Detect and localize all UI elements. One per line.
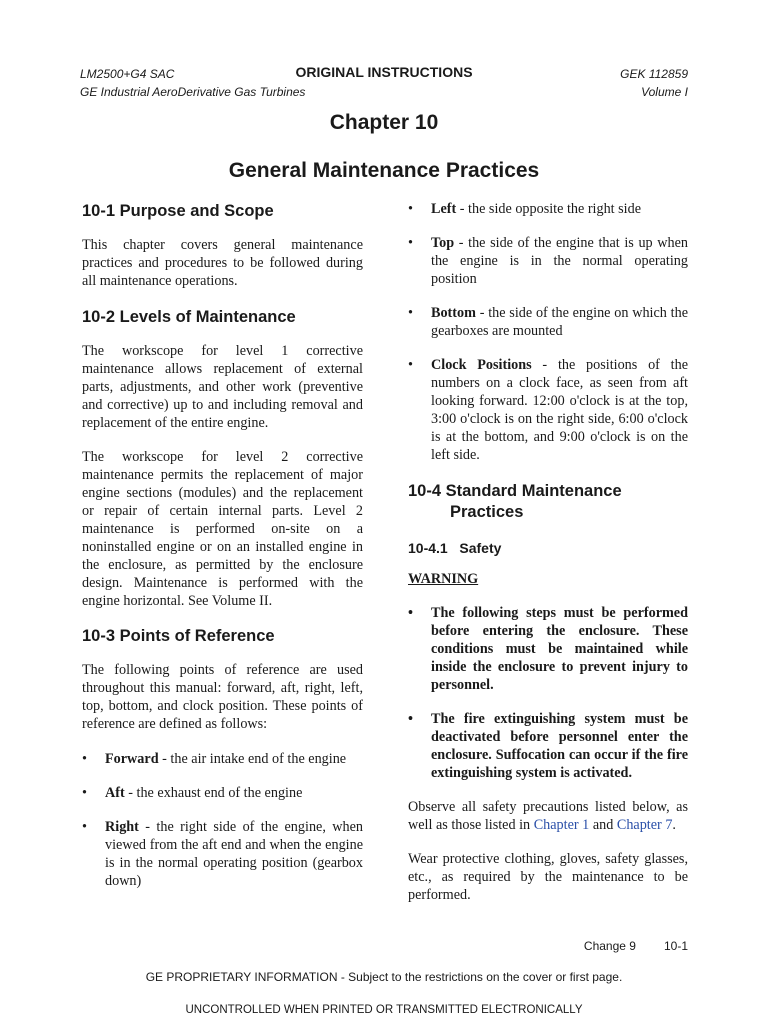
section-number: 10-3 [82, 627, 116, 645]
section-10-4-heading-cont: Practices [450, 503, 524, 521]
uncontrolled-notice: UNCONTROLLED WHEN PRINTED OR TRANSMITTED ELECTRONICALLY [185, 1004, 583, 1016]
section-10-3-heading [82, 626, 363, 647]
definition: - the side of the engine on which the gearboxes are mounted [431, 305, 688, 339]
section-title: Purpose and Scope [119, 202, 274, 220]
page-number: 10-1 [663, 939, 688, 953]
section-10-1-paragraph: This chapter covers general maintenance practices and procedures to be followed during all maintenance operations. [82, 237, 363, 289]
term: Right [105, 819, 139, 835]
section-10-2-paragraph-2: The workscope for level 2 corrective maintenance permits the replacement of major engine sections (modules) and the replacement or repair of certain internal parts. Level 2 maintenance is performed on-site on a noninstalled engine or on an installed engine in the enclosure, as permitted by the enclosure design. Maintenance is performed with the engine horizontal. See Volume II. [82, 449, 363, 609]
chapter-number: Chapter 10 [329, 111, 439, 134]
header-company: GE Industrial AeroDerivative Gas Turbines [80, 85, 306, 99]
list-item [82, 750, 363, 768]
reference-list-left [82, 750, 363, 890]
change-number: Change 9 [583, 939, 636, 953]
warning-item [408, 710, 688, 782]
list-item [82, 784, 363, 802]
warning-item [408, 604, 688, 694]
bullet-icon: • [408, 711, 413, 727]
left-column [82, 199, 363, 890]
definition: - the side of the engine that is up when the engine is in the normal operating position [431, 235, 688, 287]
header-model: LM2500+G4 SAC [80, 67, 175, 81]
term: Forward [105, 751, 159, 767]
section-number: 10-4 [408, 482, 442, 500]
paragraph-text: . [672, 817, 676, 833]
chapter-7-link[interactable]: Chapter 7 [616, 817, 673, 833]
section-number: 10-2 [82, 308, 116, 326]
section-10-4-heading [408, 481, 688, 502]
bullet-icon: • [82, 785, 87, 801]
page-footer-info [584, 939, 688, 953]
list-item [82, 818, 363, 890]
paragraph-text: and [589, 817, 617, 833]
chapter-1-link[interactable]: Chapter 1 [533, 817, 590, 833]
definition: - the exhaust end of the engine [124, 785, 303, 801]
chapter-title: General Maintenance Practices [228, 159, 540, 182]
warning-label: WARNING [408, 571, 479, 587]
definition: - the side opposite the right side [456, 201, 642, 217]
definition: - the right side of the engine, when viewed from the aft end and when the engine is in the normal operating position (gearbox down) [105, 819, 363, 889]
definition: - the air intake end of the engine [158, 751, 347, 767]
section-title: Safety [459, 540, 502, 556]
term: Top [431, 235, 455, 251]
section-number: 10-1 [82, 202, 116, 220]
bullet-icon: • [82, 819, 87, 835]
paragraph-text: Observe all safety precautions listed below, as well as those listed in [408, 799, 688, 833]
bullet-icon: • [408, 305, 413, 321]
bullet-icon: • [82, 751, 87, 767]
bullet-icon: • [408, 605, 413, 621]
section-title: Points of Reference [119, 627, 275, 645]
term: Aft [105, 785, 125, 801]
list-item [408, 234, 688, 288]
term: Left [431, 201, 457, 217]
bullet-icon: • [408, 357, 413, 373]
safety-paragraph-1 [408, 798, 688, 834]
section-title: Levels of Maintenance [119, 308, 296, 326]
list-item [408, 200, 688, 218]
header-doc-number: GEK 112859 [620, 67, 688, 81]
section-10-2-paragraph-1: The workscope for level 1 corrective maintenance allows replacement of external parts, adjustments, and other work (preventive and corrective) up to and including removal and replacement of the entire engine. [82, 343, 363, 431]
section-10-2-heading [82, 307, 363, 328]
proprietary-notice: GE PROPRIETARY INFORMATION - Subject to the restrictions on the cover or first page. [145, 970, 623, 984]
term: Bottom [431, 305, 476, 321]
section-10-1-heading [82, 201, 363, 222]
header-right [620, 65, 688, 101]
warning-text: The fire extinguishing system must be deactivated before personnel enter the enclosure. Suffocation can occur if the fire extinguishing system is activated. [431, 711, 688, 781]
header-center: ORIGINAL INSTRUCTIONS [295, 64, 473, 80]
term: Clock Positions [431, 357, 532, 373]
list-item [408, 356, 688, 464]
warning-list [408, 604, 688, 782]
bullet-icon: • [408, 235, 413, 251]
right-column [408, 199, 688, 904]
section-title: Standard Maintenance [445, 482, 622, 500]
definition: - the positions of the numbers on a clock face, as seen from aft looking forward. 12:00 o'clock is at the top, 3:00 o'clock is on the right side, 6:00 o'clock is at the bottom, and 9:00 o'clock is on the left side. [431, 357, 689, 463]
section-10-3-paragraph: The following points of reference are used throughout this manual: forward, aft, right, left, top, bottom, and clock position. These points of reference are defined as follows: [82, 662, 363, 732]
section-10-4-1-heading [408, 539, 688, 557]
bullet-icon: • [408, 201, 413, 217]
warning-text: The following steps must be performed before entering the enclosure. These conditions must be maintained while inside the enclosure to prevent injury to personnel. [431, 605, 688, 693]
list-item [408, 304, 688, 340]
header-volume: Volume I [641, 85, 688, 99]
reference-list-right [408, 200, 688, 464]
safety-paragraph-2: Wear protective clothing, gloves, safety glasses, etc., as required by the maintenance to be performed. [408, 851, 688, 903]
section-number: 10-4.1 [408, 540, 448, 556]
